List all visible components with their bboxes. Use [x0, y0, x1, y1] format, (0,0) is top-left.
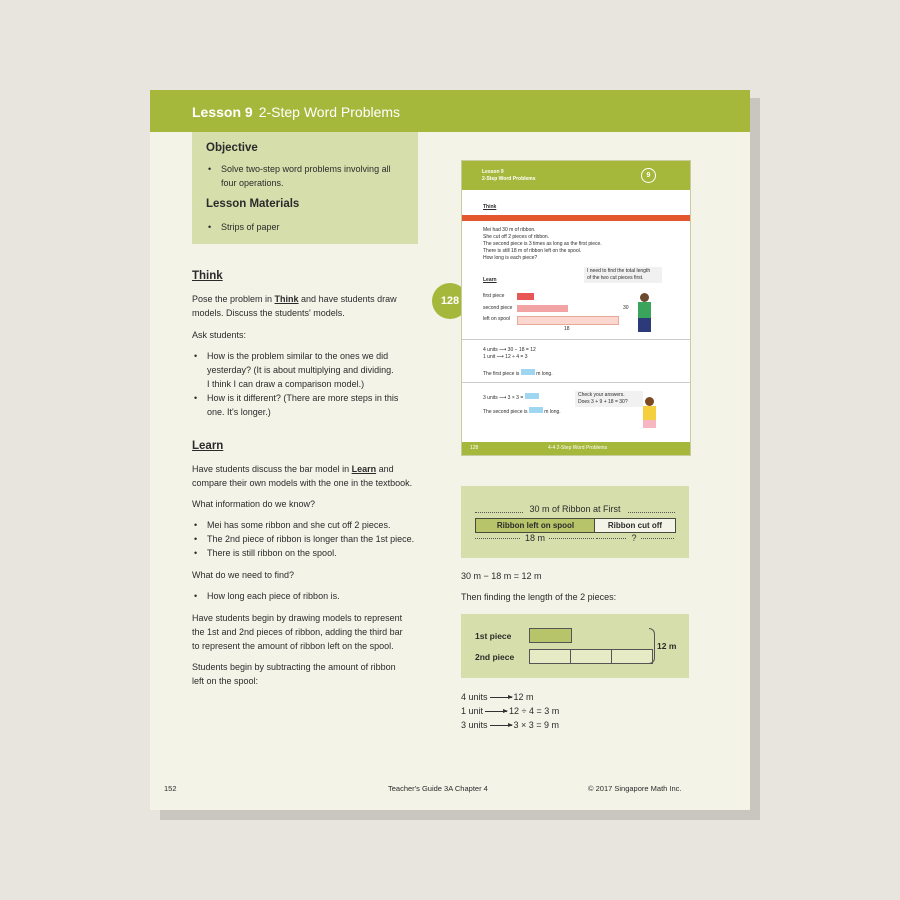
textbook-first-answer: The first piece is m long.	[483, 371, 553, 377]
second-piece-label: 2nd piece	[475, 652, 515, 662]
materials-heading: Lesson Materials	[206, 198, 300, 210]
equation-subtraction: 30 m − 18 m = 12 m	[461, 571, 542, 581]
lesson-header	[150, 90, 750, 132]
know-bullet-2: • The 2nd piece of ribbon is longer than the 1st piece.	[192, 532, 414, 546]
total-length: 12 m	[657, 641, 677, 651]
then-text: Then finding the length of the 2 pieces:	[461, 592, 617, 602]
learn-paragraph-3: Students begin by subtracting the amount of ribbon left on the spool:	[192, 662, 396, 686]
ribbon-bar-model	[461, 486, 689, 558]
textbook-divider	[462, 215, 690, 221]
first-piece-bar	[529, 628, 572, 643]
textbook-label-first: first piece	[483, 293, 505, 299]
learn-paragraph: Have students discuss the bar model in Learn and compare their own models with the one in the textbook.	[192, 464, 413, 488]
textbook-spool-length: 18	[564, 326, 570, 332]
lesson-number: Lesson 9	[192, 104, 253, 120]
girl-illustration	[643, 397, 657, 441]
ask-students: Ask students:	[192, 330, 247, 340]
textbook-learn-heading: Learn	[483, 277, 497, 283]
document-page	[150, 90, 750, 810]
textbook-page-number: 128	[470, 445, 479, 451]
page-badge: 128	[432, 283, 468, 319]
pieces-bar-model	[461, 614, 689, 678]
arrow-icon	[490, 725, 512, 726]
unit-equation-1: 4 units 12 m	[461, 692, 534, 702]
bar-ribbon-cut-off: Ribbon cut off	[594, 518, 676, 533]
total-label: 30 m of Ribbon at First	[523, 504, 627, 514]
think-paragraph: Pose the problem in Think and have students draw models. Discuss the students' models.	[192, 294, 397, 318]
unit-divider-1	[570, 650, 571, 663]
page-number: 152	[164, 784, 177, 793]
arrow-icon	[485, 711, 507, 712]
lesson-name: 2-Step Word Problems	[258, 104, 401, 120]
textbook-calculation: 4 units ⟶ 30 − 18 = 12 1 unit ⟶ 12 ÷ 4 = 3	[483, 347, 536, 360]
textbook-total: 30	[623, 305, 629, 311]
textbook-header	[462, 161, 690, 190]
textbook-rule-2	[462, 382, 690, 383]
textbook-bar-second	[517, 305, 568, 312]
textbook-calculation-2: 3 units ⟶ 3 × 3 =	[483, 393, 539, 402]
textbook-title: Lesson 9 2-Step Word Problems	[482, 169, 536, 182]
textbook-bar-first	[517, 293, 534, 300]
objective-item: • Solve two-step word problems involving all four operations.	[206, 162, 421, 190]
think-heading: Think	[192, 270, 223, 282]
unit-equation-3: 3 units 3 × 3 = 9 m	[461, 720, 560, 730]
find-question: What do we need to find?	[192, 570, 295, 580]
learn-heading: Learn	[192, 440, 224, 452]
textbook-second-answer: The second piece is m long.	[483, 409, 561, 415]
know-bullet-3: • There is still ribbon on the spool.	[192, 546, 337, 560]
find-bullet: • How long each piece of ribbon is.	[192, 589, 340, 603]
guide-title: Teacher's Guide 3A Chapter 4	[388, 784, 488, 793]
bar-left-on-spool: Ribbon left on spool	[475, 518, 596, 533]
unknown-label: ?	[627, 533, 641, 543]
objective-box	[192, 132, 418, 244]
learn-paragraph-2: Have students begin by drawing models to represent the 1st and 2nd pieces of ribbon, adding the third bar to represent the amount of ribbon left on the spool.	[192, 613, 403, 651]
textbook-label-spool: left on spool	[483, 316, 510, 322]
boy-illustration	[638, 293, 652, 337]
arrow-icon	[490, 697, 512, 698]
textbook-page-thumbnail	[461, 160, 691, 456]
textbook-label-second: second piece	[483, 305, 513, 311]
know-bullet-1: • Mei has some ribbon and she cut off 2 pieces.	[192, 518, 390, 532]
unit-equation-2: 1 unit 12 ÷ 4 = 3 m	[461, 706, 560, 716]
lesson-title	[192, 104, 400, 120]
textbook-speech-bubble-2: Check your answers. Does 3 + 9 + 18 = 30?	[575, 391, 643, 407]
total-bracket	[649, 628, 655, 664]
textbook-footer	[462, 442, 690, 455]
materials-item: • Strips of paper	[206, 220, 280, 234]
textbook-lesson-number: 9	[641, 168, 656, 183]
know-question: What information do we know?	[192, 499, 316, 509]
first-piece-label: 1st piece	[475, 631, 512, 641]
think-bullet-1: • How is the problem similar to the ones we did yesterday? (It is about multiplying and dividing. I think I can draw a comparison model.)	[192, 349, 447, 391]
copyright: © 2017 Singapore Math Inc.	[588, 784, 682, 793]
objective-heading: Objective	[206, 142, 258, 154]
textbook-problem: Mei had 30 m of ribbon. She cut off 2 pieces of ribbon. The second piece is 3 times as long as the first piece. There is still 18 m of ribbon left on the spool. How long is each piece?	[483, 227, 602, 261]
textbook-think-heading: Think	[483, 204, 497, 210]
textbook-rule	[462, 339, 690, 340]
textbook-footer-title: 4-4 2-Step Word Problems	[548, 445, 608, 451]
textbook-bar-spool	[517, 316, 619, 325]
textbook-speech-bubble: I need to find the total length of the two cut pieces first.	[584, 267, 662, 283]
spool-length-label: 18 m	[521, 533, 549, 543]
think-bullet-2: • How is it different? (There are more steps in this one. It's longer.)	[192, 391, 447, 419]
second-piece-bar	[529, 649, 653, 664]
unit-divider-2	[611, 650, 612, 663]
